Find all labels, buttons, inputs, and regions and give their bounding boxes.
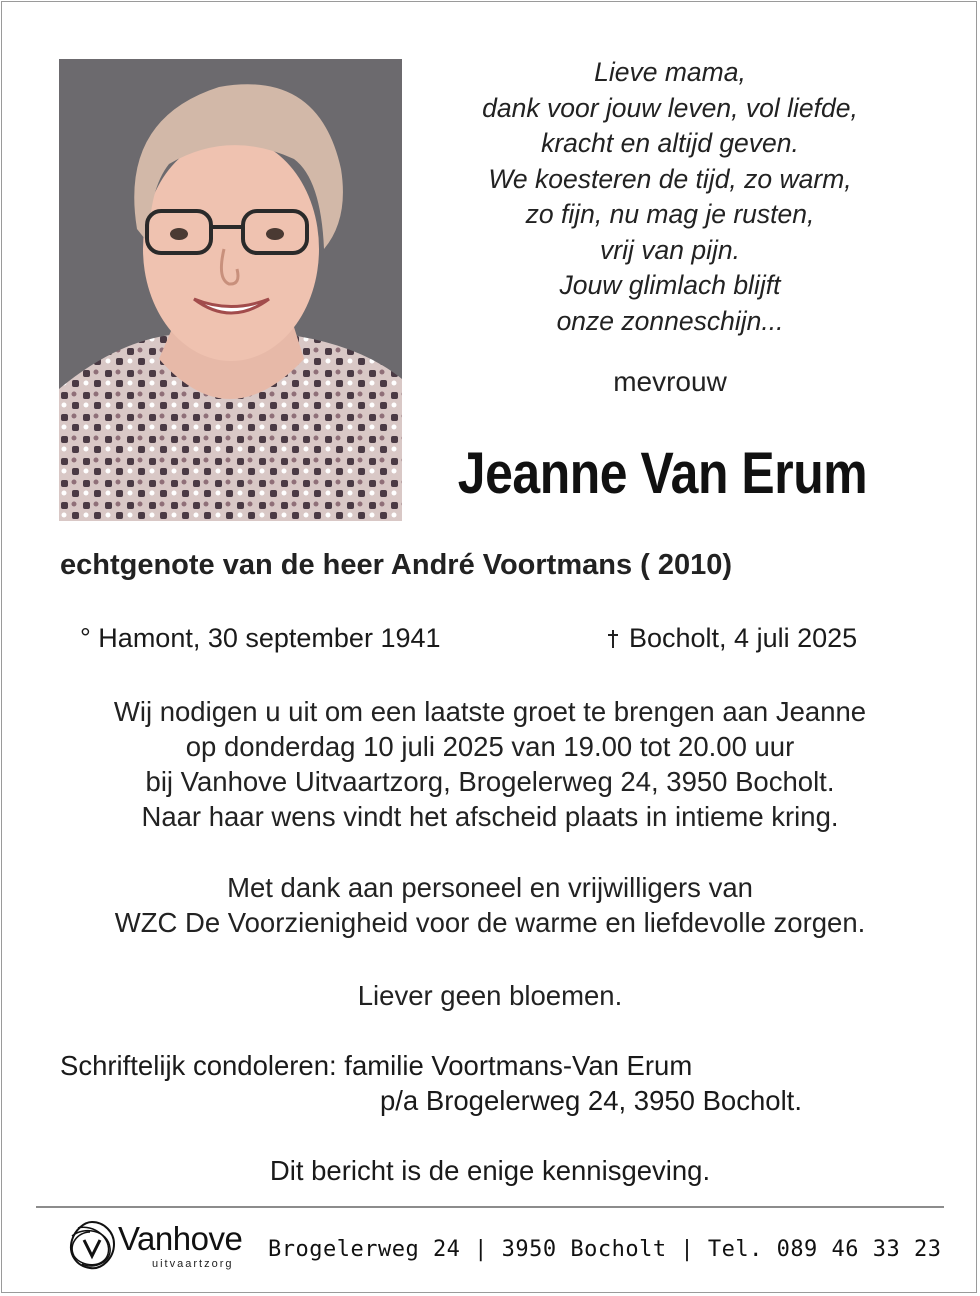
invitation-line: Wij nodigen u uit om een laatste groet te brengen aan Jeanne	[113, 696, 867, 727]
spouse-line: echtgenote van de heer André Voortmans ( 2010)	[60, 549, 733, 581]
flowers-line: Liever geen bloemen.	[357, 980, 623, 1011]
poem-line: kracht en altijd geven.	[541, 128, 799, 158]
cross-icon	[607, 628, 619, 648]
portrait-illustration	[59, 59, 402, 521]
notice-text: Dit bericht is de enige kennisgeving.	[269, 1155, 711, 1186]
invitation-text	[0, 694, 980, 834]
poem-line: onze zonneschijn...	[556, 305, 784, 336]
birth-info: ° Hamont, 30 september 1941	[80, 623, 441, 653]
logo-emblem-icon	[64, 1218, 120, 1274]
thanks-text	[0, 870, 980, 940]
honorific: mevrouw	[613, 366, 727, 397]
poem-line: dank voor jouw leven, vol liefde,	[482, 92, 858, 123]
poem-line: Jouw glimlach blijft	[559, 270, 781, 300]
memorial-poem	[410, 55, 930, 339]
condolence-line-2: p/a Brogelerweg 24, 3950 Bocholt.	[380, 1085, 802, 1116]
footer-contact: Brogelerweg 24 | 3950 Bocholt | Tel. 089 46 33 23	[268, 1237, 942, 1262]
logo-subtitle: uitvaartzorg	[152, 1258, 234, 1270]
vanhove-logo	[64, 1216, 254, 1276]
poem-line: We koesteren de tijd, zo warm,	[488, 163, 852, 194]
poem-line: Lieve mama,	[594, 57, 746, 87]
poem-line: zo fijn, nu mag je rusten,	[525, 199, 815, 229]
flowers-text	[0, 978, 980, 1013]
death-text: Bocholt, 4 juli 2025	[629, 623, 858, 653]
invitation-line: bij Vanhove Uitvaartzorg, Brogelerweg 24, 3950 Bocholt.	[145, 766, 835, 797]
invitation-line: Naar haar wens vindt het afscheid plaats in intieme kring.	[141, 801, 839, 832]
death-info	[607, 623, 857, 654]
footer-divider	[36, 1206, 944, 1208]
logo-name: Vanhove	[118, 1220, 243, 1257]
poem-line: vrij van pijn.	[600, 234, 740, 265]
deceased-name: Jeanne Van Erum	[457, 441, 868, 506]
portrait-photo	[59, 59, 402, 521]
thanks-line: Met dank aan personeel en vrijwilligers van	[227, 872, 753, 903]
invitation-line: op donderdag 10 juli 2025 van 19.00 tot 20.00 uur	[185, 731, 795, 762]
condolence-line-1: Schriftelijk condoleren: familie Voortmans-Van Erum	[60, 1050, 693, 1081]
thanks-line: WZC De Voorzienigheid voor de warme en liefdevolle zorgen.	[114, 907, 866, 938]
